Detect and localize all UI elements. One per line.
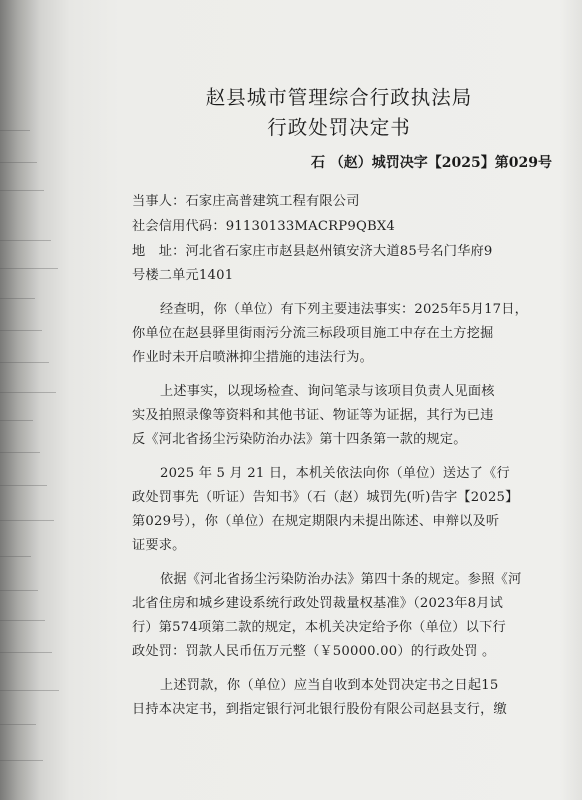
paragraph-line: 反《河北省扬尘污染防治办法》第十四条第一款的规定。 bbox=[132, 432, 467, 447]
edge-mark bbox=[0, 240, 51, 241]
edge-mark bbox=[0, 690, 59, 691]
edge-mark bbox=[0, 652, 52, 653]
paragraph-line: 政处罚事先（听证）告知书》（石（赵）城罚先(听)告字【2025】 bbox=[132, 490, 519, 505]
credit-code: 社会信用代码：91130133MACRP9QBX4 bbox=[132, 219, 396, 234]
paragraph-line: 行）第574项第二款的规定，本机关决定给予你（单位）以下行 bbox=[132, 620, 506, 635]
edge-mark bbox=[0, 590, 38, 591]
edge-mark bbox=[0, 190, 44, 191]
address-line: 地 址：河北省石家庄市赵县赵州镇安济大道85号名门华府9 bbox=[132, 244, 493, 259]
edge-mark bbox=[0, 420, 33, 421]
edge-mark bbox=[0, 556, 31, 557]
edge-mark bbox=[0, 724, 36, 725]
document-page bbox=[96, 0, 582, 800]
edge-mark bbox=[0, 268, 58, 269]
paragraph-line: 2025 年 5 月 21 日，本机关依法向你（单位）送达了《行 bbox=[160, 466, 510, 481]
paragraph-line: 日持本决定书，到指定银行河北银行股份有限公司赵县支行，缴 bbox=[132, 702, 507, 717]
paragraph-line: 证要求。 bbox=[132, 538, 186, 553]
paragraph-line: 实及拍照录像等资料和其他书证、物证等为证据，其行为已违 bbox=[132, 408, 494, 423]
edge-mark bbox=[0, 298, 35, 299]
paragraph-line: 经查明，你（单位）有下列主要违法事实：2025年5月17日， bbox=[160, 302, 529, 317]
address-line: 号楼二单元1401 bbox=[132, 268, 234, 283]
party-name: 当事人：石家庄高普建筑工程有限公司 bbox=[132, 194, 360, 209]
document-issuer-title: 赵县城市管理综合行政执法局 bbox=[205, 86, 473, 109]
edge-mark bbox=[0, 362, 49, 363]
edge-mark bbox=[0, 485, 47, 486]
edge-mark bbox=[0, 330, 42, 331]
paragraph-line: 第029号），你（单位）在规定期限内未提出陈述、申辩以及听 bbox=[132, 514, 500, 529]
edge-mark bbox=[0, 392, 56, 393]
edge-mark bbox=[0, 162, 37, 163]
edge-mark bbox=[0, 760, 43, 761]
edge-mark bbox=[0, 620, 45, 621]
paragraph-line: 依据《河北省扬尘污染防治办法》第四十条的规定。参照《河 bbox=[160, 572, 522, 587]
document-type-title: 行政处罚决定书 bbox=[267, 116, 411, 139]
document-number: 石 （赵）城罚决字【2025】第029号 bbox=[310, 155, 552, 171]
paragraph-line: 政处罚：罚款人民币伍万元整（￥50000.00）的行政处罚 。 bbox=[132, 644, 496, 659]
edge-mark bbox=[0, 452, 40, 453]
paragraph-line: 上述罚款，你（单位）应当自收到本处罚决定书之日起15 bbox=[160, 678, 499, 693]
edge-mark bbox=[0, 520, 54, 521]
binding-edge-shadow bbox=[0, 0, 70, 800]
paragraph-line: 北省住房和城乡建设系统行政处罚裁量权基准》（2023年8月试 bbox=[132, 596, 504, 611]
paragraph-line: 上述事实，以现场检查、询问笔录与该项目负责人见面核 bbox=[160, 384, 495, 399]
paragraph-line: 作业时未开启喷淋抑尘措施的违法行为。 bbox=[132, 350, 373, 365]
edge-mark bbox=[0, 130, 30, 131]
paragraph-line: 你单位在赵县驿里街雨污分流三标段项目施工中存在土方挖掘 bbox=[132, 326, 494, 341]
